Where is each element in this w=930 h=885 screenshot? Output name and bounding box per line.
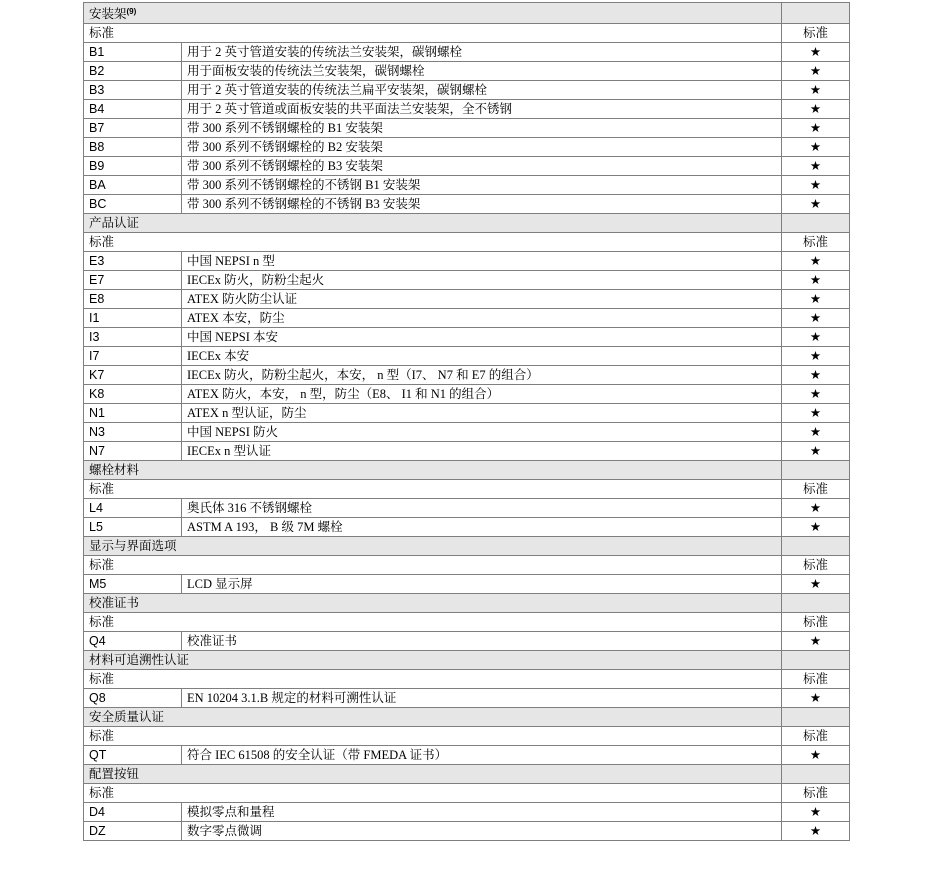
star-icon: ★: [782, 347, 850, 366]
option-row: [84, 347, 850, 366]
star-icon: ★: [782, 366, 850, 385]
star-icon: ★: [782, 689, 850, 708]
star-icon: ★: [782, 442, 850, 461]
option-row: [84, 442, 850, 461]
section-title-text: 校准证书: [89, 595, 140, 610]
option-description: 模拟零点和量程: [182, 803, 782, 822]
section-header-empty-cell: [782, 765, 850, 784]
option-description: IECEx 防火，防粉尘起火，本安， n 型（I7、 N7 和 E7 的组合）: [182, 366, 782, 385]
option-description: 符合 IEC 61508 的安全认证（带 FMEDA 证书）: [182, 746, 782, 765]
standard-column-label: 标准: [782, 233, 850, 252]
option-row: [84, 518, 850, 537]
option-code: M5: [84, 575, 182, 594]
option-description: 校准证书: [182, 632, 782, 651]
standard-row: [84, 727, 850, 746]
footnote-ref: (9): [126, 7, 137, 16]
option-row: [84, 366, 850, 385]
standard-column-label: 标准: [782, 670, 850, 689]
standard-row: [84, 480, 850, 499]
star-icon: ★: [782, 138, 850, 157]
section-title: [84, 765, 782, 784]
star-icon: ★: [782, 404, 850, 423]
section-header-empty-cell: [782, 214, 850, 233]
star-icon: ★: [782, 195, 850, 214]
option-code: N3: [84, 423, 182, 442]
option-row: [84, 252, 850, 271]
standard-label: 标准: [84, 784, 782, 803]
option-code: K7: [84, 366, 182, 385]
star-icon: ★: [782, 385, 850, 404]
option-description: LCD 显示屏: [182, 575, 782, 594]
option-row: [84, 62, 850, 81]
star-icon: ★: [782, 746, 850, 765]
option-row: [84, 575, 850, 594]
section-header-empty-cell: [782, 3, 850, 24]
section-title-text: 显示与界面选项: [89, 538, 177, 553]
option-code: B2: [84, 62, 182, 81]
star-icon: ★: [782, 252, 850, 271]
option-code: B8: [84, 138, 182, 157]
option-code: B1: [84, 43, 182, 62]
option-code: Q4: [84, 632, 182, 651]
option-code: L4: [84, 499, 182, 518]
option-description: 用于 2 英寸管道安装的传统法兰扁平安装架，碳钢螺栓: [182, 81, 782, 100]
star-icon: ★: [782, 176, 850, 195]
option-row: [84, 689, 850, 708]
option-code: I3: [84, 328, 182, 347]
option-code: E7: [84, 271, 182, 290]
section-header: [84, 3, 850, 24]
option-code: L5: [84, 518, 182, 537]
option-description: 用于 2 英寸管道安装的传统法兰安装架，碳钢螺栓: [182, 43, 782, 62]
standard-column-label: 标准: [782, 556, 850, 575]
standard-label: 标准: [84, 670, 782, 689]
option-description: 用于面板安装的传统法兰安装架，碳钢螺栓: [182, 62, 782, 81]
option-code: E3: [84, 252, 182, 271]
star-icon: ★: [782, 119, 850, 138]
option-row: [84, 746, 850, 765]
option-description: 中国 NEPSI 本安: [182, 328, 782, 347]
star-icon: ★: [782, 518, 850, 537]
section-header: [84, 651, 850, 670]
star-icon: ★: [782, 803, 850, 822]
option-row: [84, 423, 850, 442]
standard-label: 标准: [84, 233, 782, 252]
option-description: 带 300 系列不锈钢螺栓的不锈钢 B1 安装架: [182, 176, 782, 195]
section-title: [84, 708, 782, 727]
standard-column-label: 标准: [782, 480, 850, 499]
option-description: ASTM A 193， B 级 7M 螺栓: [182, 518, 782, 537]
section-header-empty-cell: [782, 708, 850, 727]
option-code: I7: [84, 347, 182, 366]
section-title-text: 配置按钮: [89, 766, 140, 781]
option-code: B4: [84, 100, 182, 119]
option-row: [84, 309, 850, 328]
star-icon: ★: [782, 423, 850, 442]
option-code: K8: [84, 385, 182, 404]
standard-column-label: 标准: [782, 727, 850, 746]
section-header: [84, 594, 850, 613]
option-row: [84, 271, 850, 290]
option-code: D4: [84, 803, 182, 822]
option-code: E8: [84, 290, 182, 309]
option-description: IECEx n 型认证: [182, 442, 782, 461]
option-description: ATEX 本安，防尘: [182, 309, 782, 328]
standard-label: 标准: [84, 480, 782, 499]
option-description: IECEx 防火，防粉尘起火: [182, 271, 782, 290]
section-title: [84, 214, 782, 233]
section-header: [84, 214, 850, 233]
option-description: 带 300 系列不锈钢螺栓的 B1 安装架: [182, 119, 782, 138]
option-row: [84, 43, 850, 62]
star-icon: ★: [782, 157, 850, 176]
standard-row: [84, 670, 850, 689]
option-code: N7: [84, 442, 182, 461]
option-code: N1: [84, 404, 182, 423]
option-description: 奥氏体 316 不锈钢螺栓: [182, 499, 782, 518]
section-header: [84, 537, 850, 556]
standard-label: 标准: [84, 727, 782, 746]
option-code: I1: [84, 309, 182, 328]
option-code: QT: [84, 746, 182, 765]
section-header-empty-cell: [782, 651, 850, 670]
option-description: ATEX 防火防尘认证: [182, 290, 782, 309]
option-row: [84, 119, 850, 138]
option-description: ATEX n 型认证，防尘: [182, 404, 782, 423]
standard-column-label: 标准: [782, 784, 850, 803]
star-icon: ★: [782, 81, 850, 100]
option-description: 中国 NEPSI 防火: [182, 423, 782, 442]
standard-column-label: 标准: [782, 24, 850, 43]
standard-row: [84, 556, 850, 575]
section-title: [84, 651, 782, 670]
option-code: Q8: [84, 689, 182, 708]
option-code: BA: [84, 176, 182, 195]
section-header-empty-cell: [782, 461, 850, 480]
star-icon: ★: [782, 43, 850, 62]
star-icon: ★: [782, 822, 850, 841]
section-header-empty-cell: [782, 537, 850, 556]
option-row: [84, 632, 850, 651]
standard-row: [84, 24, 850, 43]
option-row: [84, 138, 850, 157]
option-row: [84, 385, 850, 404]
section-title-text: 安全质量认证: [89, 709, 165, 724]
section-title-text: 螺栓材料: [89, 462, 140, 477]
section-title: [84, 3, 782, 24]
option-row: [84, 157, 850, 176]
standard-column-label: 标准: [782, 613, 850, 632]
option-row: [84, 803, 850, 822]
option-row: [84, 290, 850, 309]
option-code: B7: [84, 119, 182, 138]
section-header-empty-cell: [782, 594, 850, 613]
option-description: ATEX 防火，本安， n 型，防尘（E8、 I1 和 N1 的组合）: [182, 385, 782, 404]
option-description: 带 300 系列不锈钢螺栓的 B2 安装架: [182, 138, 782, 157]
standard-row: [84, 233, 850, 252]
option-description: 中国 NEPSI n 型: [182, 252, 782, 271]
option-code: B3: [84, 81, 182, 100]
star-icon: ★: [782, 632, 850, 651]
star-icon: ★: [782, 499, 850, 518]
options-table: [83, 2, 850, 841]
option-row: [84, 176, 850, 195]
section-title: [84, 461, 782, 480]
option-description: IECEx 本安: [182, 347, 782, 366]
option-row: [84, 328, 850, 347]
section-header: [84, 708, 850, 727]
star-icon: ★: [782, 100, 850, 119]
option-code: DZ: [84, 822, 182, 841]
option-row: [84, 100, 850, 119]
option-description: 带 300 系列不锈钢螺栓的不锈钢 B3 安装架: [182, 195, 782, 214]
option-description: EN 10204 3.1.B 规定的材料可溯性认证: [182, 689, 782, 708]
option-row: [84, 195, 850, 214]
star-icon: ★: [782, 328, 850, 347]
standard-row: [84, 613, 850, 632]
option-row: [84, 81, 850, 100]
standard-label: 标准: [84, 556, 782, 575]
section-title-text: 材料可追溯性认证: [89, 652, 190, 667]
option-description: 带 300 系列不锈钢螺栓的 B3 安装架: [182, 157, 782, 176]
section-title: [84, 594, 782, 613]
standard-row: [84, 784, 850, 803]
section-title: [84, 537, 782, 556]
option-row: [84, 404, 850, 423]
standard-label: 标准: [84, 24, 782, 43]
option-code: B9: [84, 157, 182, 176]
star-icon: ★: [782, 62, 850, 81]
section-title-text: 产品认证: [89, 215, 140, 230]
star-icon: ★: [782, 575, 850, 594]
star-icon: ★: [782, 271, 850, 290]
option-row: [84, 822, 850, 841]
option-description: 数字零点微调: [182, 822, 782, 841]
option-description: 用于 2 英寸管道或面板安装的共平面法兰安装架，全不锈钢: [182, 100, 782, 119]
option-row: [84, 499, 850, 518]
section-header: [84, 765, 850, 784]
standard-label: 标准: [84, 613, 782, 632]
option-code: BC: [84, 195, 182, 214]
star-icon: ★: [782, 290, 850, 309]
section-title-text: 安装架: [89, 7, 127, 21]
options-table-body: [84, 3, 850, 841]
section-header: [84, 461, 850, 480]
star-icon: ★: [782, 309, 850, 328]
